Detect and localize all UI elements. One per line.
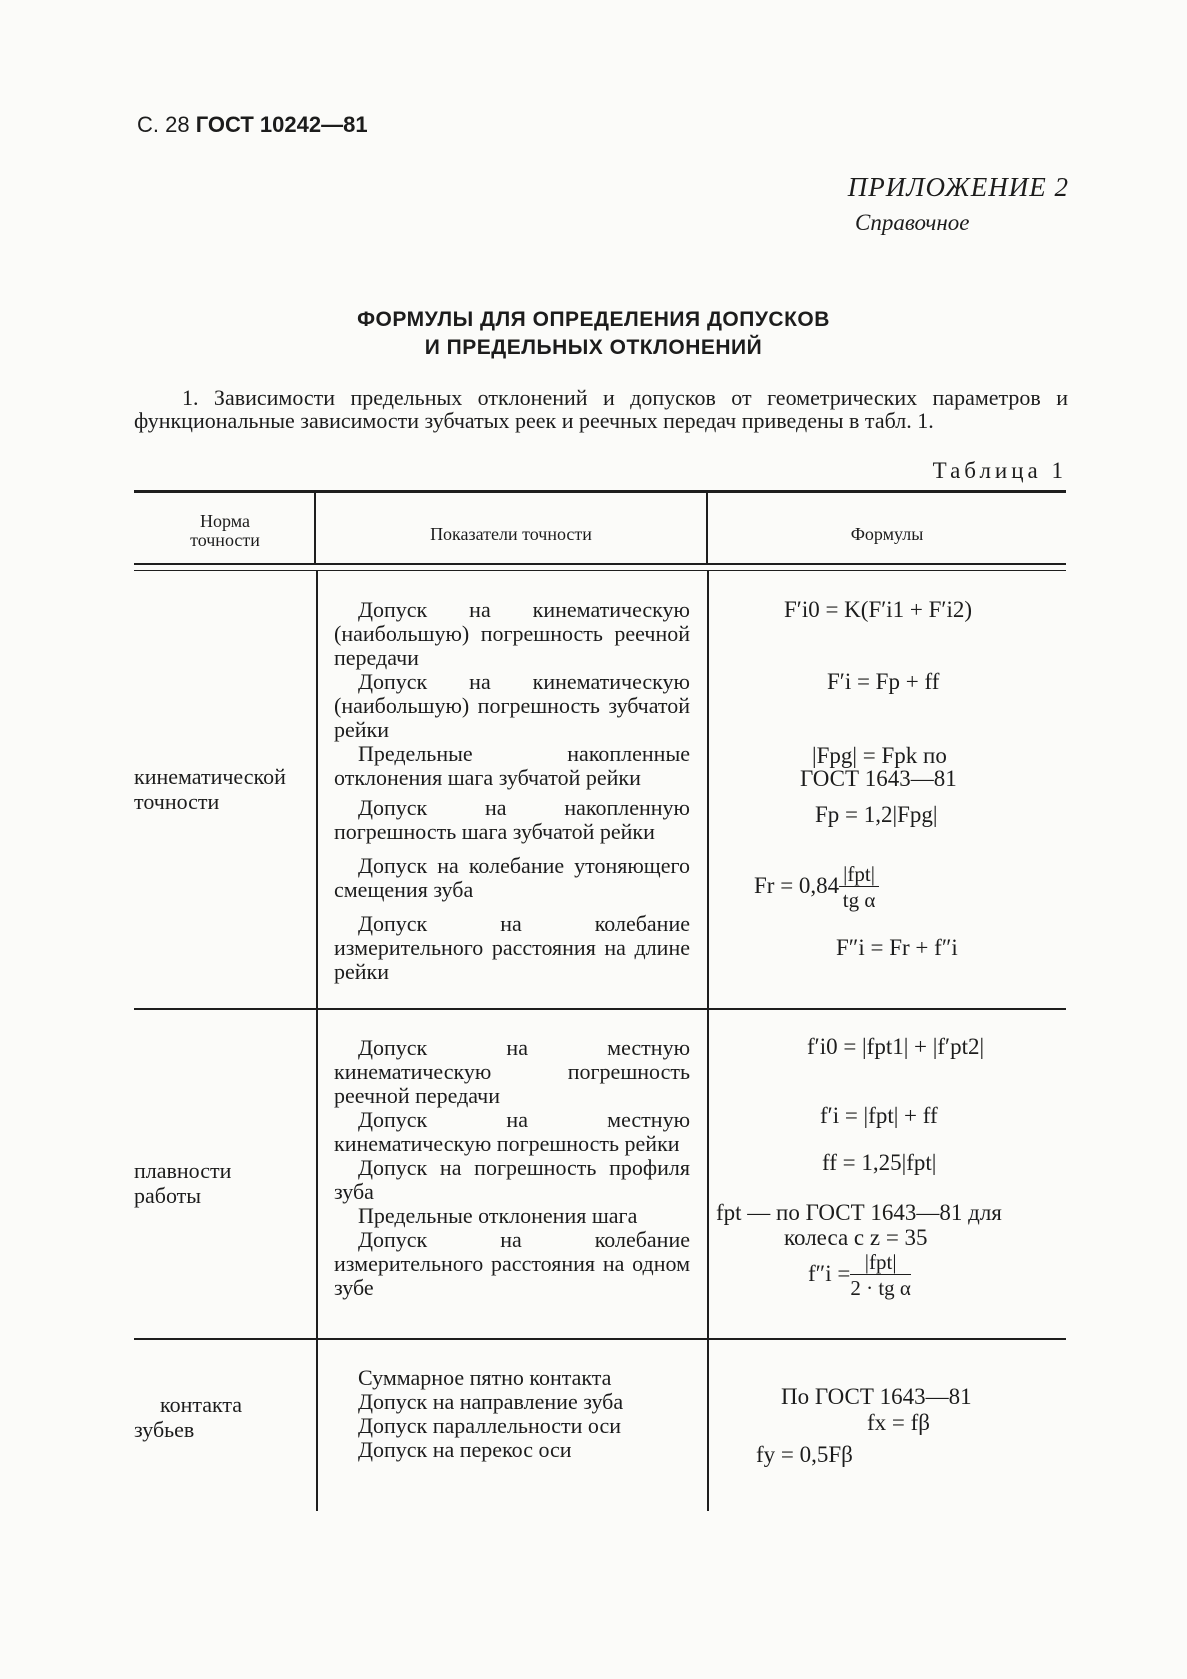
- indicator-item: Допуск на местную кинематическую погрешность реечной передачи: [334, 1035, 690, 1108]
- formula-fx: fx = fβ: [867, 1410, 930, 1435]
- indicator-item: Предельные отклонения шага: [358, 1203, 638, 1228]
- formula-f-double-prime: F″i = Fr + f″i: [836, 935, 958, 960]
- indicator-item: Допуск на кинематическую (наибольшую) погрешность реечной передачи: [334, 597, 690, 670]
- formula-fr: [754, 862, 879, 913]
- page-number: С. 28: [137, 112, 190, 137]
- header-bottom-rule: [134, 563, 1066, 565]
- formula-gost-contact: По ГОСТ 1643—81: [781, 1384, 972, 1409]
- intro-paragraph: 1. Зависимости предельных отклонений и допусков от геометрических параметров и функциональные зависимости зубчатых реек и реечных передач приведены в табл. 1.: [134, 385, 1068, 433]
- indicators-contact: [334, 1366, 690, 1462]
- indicator-item: Допуск на колебание измерительного расстояния на длине рейки: [334, 911, 690, 984]
- formula-fi-numerator: |fpt|: [850, 1250, 911, 1275]
- section-rule-1: [134, 1008, 1066, 1010]
- section-rule-2: [134, 1338, 1066, 1340]
- formula-fi-denominator: 2 · tg α: [850, 1276, 911, 1300]
- indicator-item: Допуск на погрешность профиля зуба: [334, 1155, 690, 1204]
- formula-fp: Fp = 1,2|Fpg|: [815, 802, 938, 827]
- formula-f-i-double-prime: [808, 1250, 911, 1301]
- formula-f-i0: F′i0 = K(F′i1 + F′i2): [784, 597, 973, 622]
- indicator-item: Допуск на колебание измерительного расстояния на одном зубе: [334, 1227, 690, 1300]
- table-top-rule: [134, 490, 1066, 493]
- indicator-item: Допуск на колебание утоняющего смещения зуба: [334, 853, 690, 902]
- indicator-item: Суммарное пятно контакта: [358, 1365, 612, 1390]
- appendix-title: ПРИЛОЖЕНИЕ 2: [847, 172, 1069, 202]
- indicators-smoothness: [334, 1036, 690, 1300]
- indicator-item: Допуск на накопленную погрешность шага зубчатой рейки: [334, 795, 690, 844]
- norm-smoothness: плавности работы: [134, 1158, 232, 1208]
- formula-fr-numerator: |fpt|: [839, 862, 879, 887]
- formula-f-i: F′i = Fp + ff: [827, 669, 940, 694]
- page-header: [137, 112, 368, 138]
- table-caption: Таблица 1: [932, 458, 1067, 483]
- formula-fr-left: Fr = 0,84: [754, 872, 840, 898]
- formula-fy: fy = 0,5Fβ: [756, 1442, 853, 1467]
- column-divider-1-body: [316, 571, 318, 1511]
- formula-fpg: |Fpg| = Fpk по: [812, 743, 947, 768]
- formula-fi-fraction: [850, 1250, 911, 1301]
- indicator-item: Предельные накопленные отклонения шага зубчатой рейки: [334, 741, 690, 790]
- indicators-kinematic: [334, 598, 690, 984]
- column-divider-2-body: [707, 571, 709, 1511]
- indicator-item: Допуск на перекос оси: [358, 1437, 572, 1462]
- formula-fpt-wheel: колеса с z = 35: [784, 1225, 928, 1250]
- formula-fr-denominator: tg α: [842, 888, 876, 912]
- indicator-item: Допуск на направление зуба: [358, 1389, 624, 1414]
- formula-fpg-gost: ГОСТ 1643—81: [800, 766, 957, 791]
- title-line-2: И ПРЕДЕЛЬНЫХ ОТКЛОНЕНИЙ: [424, 336, 763, 359]
- header-bottom-rule-2: [134, 570, 1066, 571]
- formula-f-i-local: f′i = |fpt| + ff: [820, 1103, 938, 1128]
- formula-f-i0-local: f′i0 = |fpt1| + |f′pt2|: [807, 1034, 985, 1059]
- norm-contact: контакта зубьев: [134, 1392, 243, 1442]
- header-norm: Норма точности: [190, 511, 260, 550]
- header-indicators: Показатели точности: [430, 524, 592, 544]
- indicator-item: Допуск на местную кинематическую погрешность рейки: [334, 1107, 690, 1156]
- header-formulas: Формулы: [850, 524, 924, 544]
- norm-kinematic: кинематической точности: [134, 764, 286, 814]
- title-line-1: ФОРМУЛЫ ДЛЯ ОПРЕДЕЛЕНИЯ ДОПУСКОВ: [357, 308, 830, 331]
- appendix-subtitle: Справочное: [855, 210, 970, 235]
- page-title: [0, 306, 1187, 362]
- standard-code: ГОСТ 10242—81: [195, 112, 368, 137]
- formula-fpt-gost: fpt — по ГОСТ 1643—81 для: [716, 1200, 1002, 1225]
- indicator-item: Допуск параллельности оси: [358, 1413, 622, 1438]
- formula-ff: ff = 1,25|fpt|: [822, 1150, 937, 1175]
- indicator-item: Допуск на кинематическую (наибольшую) погрешность зубчатой рейки: [334, 669, 690, 742]
- formula-fi-left: f″i =: [808, 1260, 851, 1286]
- formula-fr-fraction: [839, 862, 879, 913]
